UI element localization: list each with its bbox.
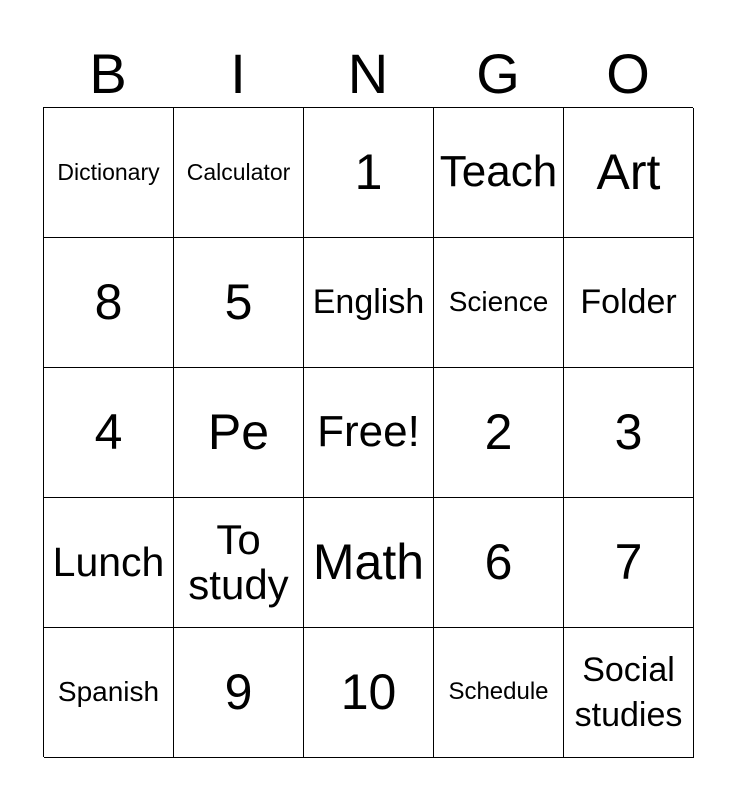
bingo-cell <box>304 238 434 368</box>
bingo-cell <box>564 238 694 368</box>
header-letter-n: N <box>347 42 389 105</box>
bingo-cell <box>44 498 174 628</box>
bingo-cell <box>564 108 694 238</box>
cell-text: Spanish <box>57 676 160 708</box>
cell-text: 5 <box>224 274 253 330</box>
header-letter-i: I <box>230 42 246 105</box>
cell-text: Math <box>312 534 425 590</box>
bingo-cell <box>304 108 434 238</box>
header-letter-b: B <box>89 42 127 105</box>
cell-text: Science <box>448 286 549 318</box>
bingo-cell <box>434 108 564 238</box>
bingo-cell <box>174 238 304 368</box>
cell-text: 10 <box>340 664 397 720</box>
cell-text: 8 <box>94 274 123 330</box>
cell-text: Schedule <box>448 678 549 706</box>
cell-text: Teach <box>439 147 558 197</box>
cell-text: 6 <box>484 534 513 590</box>
bingo-cell <box>434 628 564 758</box>
bingo-cell-free <box>304 368 434 498</box>
cell-text: Calculator <box>186 158 291 185</box>
bingo-cell <box>174 108 304 238</box>
cell-text: Pe <box>207 404 270 460</box>
bingo-cell <box>564 498 694 628</box>
bingo-cell <box>304 498 434 628</box>
cell-text: To study <box>188 516 289 608</box>
bingo-cell <box>564 368 694 498</box>
cell-text: 1 <box>354 144 383 200</box>
bingo-cell <box>564 628 694 758</box>
bingo-cell <box>174 498 304 628</box>
cell-text: Dictionary <box>57 158 160 185</box>
cell-text: Art <box>596 144 661 200</box>
bingo-cell <box>174 368 304 498</box>
header-letter-g: G <box>476 42 520 105</box>
bingo-cell <box>44 368 174 498</box>
header-letter-o: O <box>606 42 650 105</box>
cell-text: Folder <box>580 282 677 321</box>
bingo-grid <box>43 107 693 757</box>
cell-text: 4 <box>94 404 123 460</box>
bingo-cell <box>174 628 304 758</box>
cell-text: 3 <box>614 404 643 460</box>
bingo-cell <box>304 628 434 758</box>
bingo-cell <box>44 628 174 758</box>
cell-text: 9 <box>224 664 253 720</box>
bingo-cell <box>434 368 564 498</box>
bingo-cell <box>44 238 174 368</box>
cell-text: Lunch <box>52 538 165 585</box>
cell-text: 2 <box>484 404 513 460</box>
cell-text: Social studies <box>574 651 683 734</box>
cell-text: 7 <box>614 534 643 590</box>
cell-text: Free! <box>317 407 420 457</box>
bingo-cell <box>44 108 174 238</box>
bingo-cell <box>434 238 564 368</box>
bingo-cell <box>434 498 564 628</box>
bingo-header <box>43 40 693 108</box>
cell-text: English <box>312 282 425 321</box>
